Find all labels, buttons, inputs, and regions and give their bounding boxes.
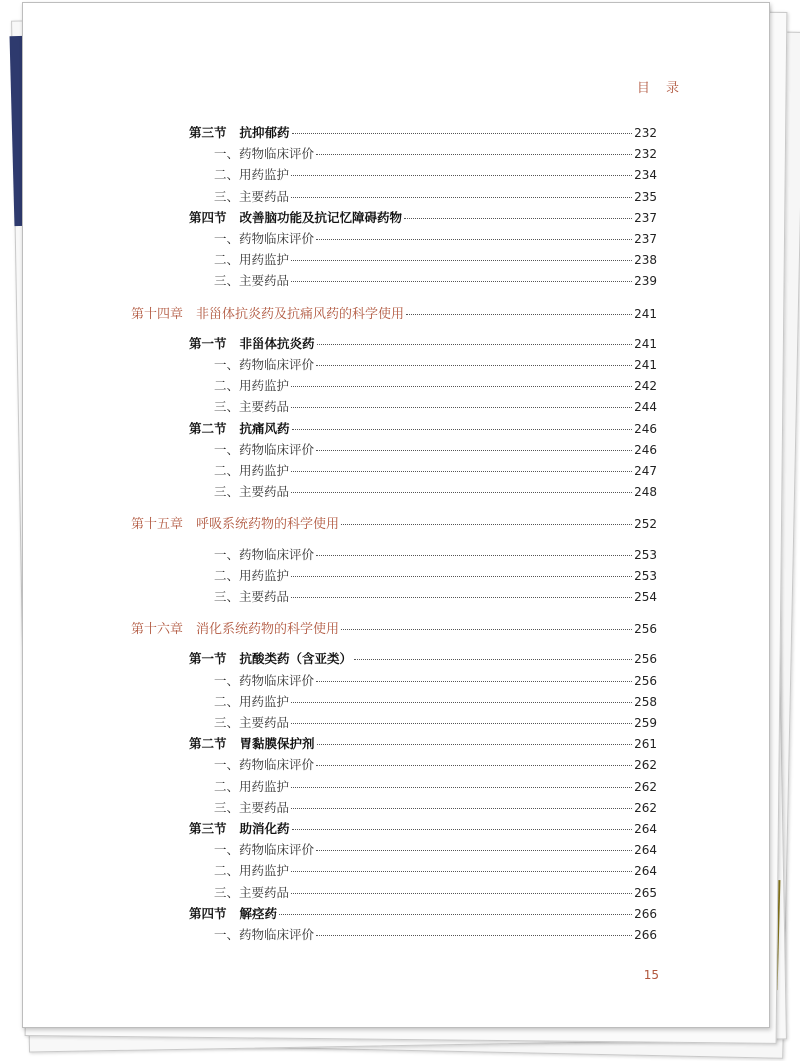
toc-entry-title: 一、药物临床评价 (214, 842, 315, 858)
toc-entry-title: 抗痛风药 (239, 420, 290, 436)
toc-entry-title: 一、药物临床评价 (214, 757, 315, 773)
toc-entry-page: 232 (634, 126, 657, 140)
dot-leader (291, 576, 632, 577)
toc-entry-page: 266 (634, 928, 657, 942)
toc-entry-page: 256 (634, 652, 657, 667)
toc-entry-item[interactable] (214, 587, 657, 608)
dot-leader (317, 344, 633, 345)
dot-leader (279, 914, 632, 915)
dot-leader (316, 681, 632, 682)
toc-entry-page: 252 (634, 517, 657, 532)
toc-entry-item[interactable] (214, 798, 657, 819)
toc-entry-page: 262 (634, 758, 657, 773)
toc-entry-page: 253 (634, 547, 657, 562)
dot-leader (291, 175, 632, 176)
dot-leader (291, 871, 632, 872)
toc-entry-page: 234 (634, 168, 657, 183)
toc-entry-label (214, 165, 289, 183)
toc-entry-label (189, 649, 352, 667)
toc-entry-title: 助消化药 (239, 821, 290, 836)
toc-entry-page: 246 (634, 421, 657, 436)
toc-entry-label (189, 208, 402, 226)
dot-leader (291, 787, 632, 788)
toc-entry-label (214, 798, 289, 816)
toc-entry-title: 一、药物临床评价 (214, 441, 315, 457)
toc-entry-title: 三、主要药品 (214, 399, 290, 415)
toc-entry-page: 265 (634, 885, 657, 900)
dot-leader (317, 744, 633, 745)
toc-entry-title: 三、主要药品 (214, 799, 290, 815)
toc-entry-section[interactable] (189, 123, 657, 144)
toc-entry-page: 264 (634, 864, 657, 879)
toc-entry-title: 一、药物临床评价 (214, 146, 315, 162)
toc-entry-page: 254 (634, 590, 657, 604)
toc-entry-item[interactable] (214, 271, 657, 292)
toc-entry-item[interactable] (214, 165, 657, 186)
toc-entry-page: 242 (634, 379, 657, 394)
toc-entry-number: 第十五章 (131, 517, 184, 533)
toc-entry-label (214, 671, 314, 689)
toc-entry-item[interactable] (214, 755, 657, 776)
dot-leader (316, 239, 632, 240)
dot-leader (291, 893, 632, 894)
toc-entry-title: 一、药物临床评价 (214, 927, 315, 942)
toc-entry-number: 第二节 (189, 420, 227, 436)
toc-entry-number: 第四节 (189, 209, 227, 225)
toc-entry-page: 237 (634, 210, 657, 225)
toc-entry-label (214, 545, 314, 563)
toc-entry-page: 244 (634, 400, 657, 415)
toc-entry-number: 第三节 (189, 125, 227, 140)
toc-entry-label (214, 250, 289, 268)
toc-entry-chapter[interactable] (131, 618, 657, 639)
toc-entry-page: 232 (634, 147, 657, 162)
toc-entry-label (214, 144, 314, 162)
toc-entry-item[interactable] (214, 566, 657, 587)
toc-entry-label (214, 925, 314, 943)
toc-entry-page: 259 (634, 716, 657, 730)
toc-entry-label (189, 334, 315, 352)
toc-entry-title: 胃黏膜保护剂 (239, 736, 315, 752)
toc-entry-label (214, 229, 314, 247)
toc-entry-label (214, 355, 314, 373)
toc-entry-label (214, 482, 289, 500)
toc-entry-label (189, 819, 290, 837)
toc-entry-page: 247 (634, 464, 657, 478)
toc-entry-title: 二、用药监护 (214, 252, 290, 268)
dot-leader (291, 471, 632, 472)
dot-leader (316, 765, 632, 766)
toc-entry-page: 261 (634, 737, 657, 752)
toc-entry-item[interactable] (214, 883, 657, 904)
dot-leader (291, 197, 632, 198)
dot-leader (291, 281, 632, 282)
dot-leader (292, 829, 633, 830)
toc-entry-title: 非甾体抗炎药 (239, 335, 315, 351)
dot-leader (291, 260, 632, 261)
toc-entry-item[interactable] (214, 440, 657, 461)
toc-entry-title: 一、药物临床评价 (214, 546, 315, 562)
toc-entry-label (214, 376, 289, 394)
toc-entry-title: 三、主要药品 (214, 715, 290, 730)
toc-entry-label (214, 440, 314, 458)
toc-entry-page: 239 (634, 274, 657, 289)
dot-leader (341, 524, 632, 525)
toc-entry-label (214, 777, 289, 795)
toc-entry-item[interactable] (214, 229, 657, 250)
toc-entry-page: 235 (634, 189, 657, 204)
page-number: 15 (643, 968, 659, 982)
toc-entry-section[interactable] (189, 649, 657, 670)
toc-entry-item[interactable] (214, 376, 657, 397)
table-of-contents (23, 3, 769, 1027)
dot-leader (406, 314, 632, 315)
dot-leader (316, 450, 632, 451)
toc-entry-item[interactable] (214, 840, 657, 861)
toc-entry-label (189, 904, 277, 922)
toc-entry-label (214, 861, 289, 879)
toc-entry-title: 一、药物临床评价 (214, 231, 315, 246)
toc-entry-number: 第十六章 (131, 622, 184, 638)
toc-entry-label (214, 713, 289, 731)
toc-entry-chapter[interactable] (131, 303, 657, 324)
toc-entry-chapter[interactable] (131, 513, 657, 534)
toc-entry-label (214, 271, 289, 289)
toc-entry-page: 253 (634, 568, 657, 583)
toc-entry-page: 258 (634, 694, 657, 709)
dot-leader (341, 629, 632, 630)
toc-entry-page: 246 (634, 442, 657, 457)
dot-leader (354, 659, 632, 660)
toc-entry-title: 一、药物临床评价 (214, 357, 315, 372)
toc-entry-number: 第三节 (189, 821, 227, 836)
toc-entry-title: 二、用药监护 (214, 567, 290, 583)
toc-entry-label (214, 883, 289, 901)
toc-entry-item[interactable] (214, 777, 657, 798)
dot-leader (291, 808, 632, 809)
toc-entry-section[interactable] (189, 419, 657, 440)
dot-leader (291, 723, 632, 724)
toc-entry-page: 266 (634, 906, 657, 921)
toc-entry-label (131, 618, 339, 637)
toc-entry-label (214, 461, 289, 479)
toc-entry-section[interactable] (189, 334, 657, 355)
toc-entry-title: 三、主要药品 (214, 188, 290, 204)
toc-entry-item[interactable] (214, 250, 657, 271)
toc-entry-section[interactable] (189, 734, 657, 755)
toc-entry-page: 237 (634, 232, 657, 246)
dot-leader (316, 850, 632, 851)
toc-entry-page: 241 (634, 336, 657, 351)
dot-leader (316, 154, 632, 155)
dot-leader (316, 555, 632, 556)
toc-entry-title: 三、主要药品 (214, 273, 290, 289)
toc-entry-label (131, 303, 404, 322)
toc-entry-label (189, 734, 315, 752)
dot-leader (291, 407, 632, 408)
toc-entry-label (214, 566, 289, 584)
toc-entry-item[interactable] (214, 545, 657, 566)
toc-entry-item[interactable] (214, 144, 657, 165)
toc-entry-title: 二、用药监护 (214, 863, 290, 879)
toc-entry-title: 抗酸类药（含亚类） (239, 651, 353, 667)
toc-entry-title: 消化系统药物的科学使用 (196, 622, 340, 638)
dot-leader (316, 365, 632, 366)
toc-entry-title: 二、用药监护 (214, 778, 290, 794)
toc-entry-title: 二、用药监护 (214, 378, 290, 394)
toc-entry-item[interactable] (214, 397, 657, 418)
toc-entry-label (189, 123, 290, 141)
toc-entry-page: 262 (634, 800, 657, 815)
toc-entry-title: 三、主要药品 (214, 484, 290, 500)
toc-entry-title: 二、用药监护 (214, 463, 290, 478)
toc-entry-item[interactable] (214, 925, 657, 946)
toc-entry-label (214, 692, 289, 710)
toc-entry-title: 抗抑郁药 (239, 125, 290, 140)
toc-entry-page: 241 (634, 358, 657, 372)
toc-entry-page: 256 (634, 673, 657, 688)
toc-entry-title: 非甾体抗炎药及抗痛风药的科学使用 (196, 306, 405, 322)
toc-entry-item[interactable] (214, 671, 657, 692)
dot-leader (292, 429, 633, 430)
dot-leader (291, 492, 632, 493)
toc-entry-item[interactable] (214, 713, 657, 734)
dot-leader (291, 597, 632, 598)
toc-entry-label (131, 513, 339, 532)
toc-entry-title: 二、用药监护 (214, 693, 290, 709)
dot-leader (291, 386, 632, 387)
toc-page (22, 2, 770, 1028)
toc-entry-item[interactable] (214, 861, 657, 882)
toc-entry-item[interactable] (214, 482, 657, 503)
toc-entry-label (214, 187, 289, 205)
toc-entry-title: 一、药物临床评价 (214, 672, 315, 688)
toc-entry-number: 第十四章 (131, 306, 184, 322)
toc-entry-title: 改善脑功能及抗记忆障碍药物 (239, 209, 403, 225)
toc-entry-page: 264 (634, 843, 657, 858)
dot-leader (292, 133, 633, 134)
toc-entry-page: 264 (634, 822, 657, 836)
toc-entry-title: 二、用药监护 (214, 167, 290, 183)
dot-leader (316, 935, 632, 936)
dot-leader (404, 218, 632, 219)
toc-entry-number: 第二节 (189, 736, 227, 752)
toc-entry-label (214, 840, 314, 858)
toc-entry-section[interactable] (189, 208, 657, 229)
toc-entry-title: 三、主要药品 (214, 884, 290, 900)
running-head: 目 录 (636, 81, 685, 96)
toc-entry-item[interactable] (214, 692, 657, 713)
toc-entry-label (214, 755, 314, 773)
toc-entry-page: 256 (634, 622, 657, 637)
toc-entry-title: 呼吸系统药物的科学使用 (196, 517, 340, 533)
toc-entry-item[interactable] (214, 355, 657, 376)
toc-entry-section[interactable] (189, 904, 657, 925)
toc-entry-label (214, 587, 289, 605)
toc-entry-section[interactable] (189, 819, 657, 840)
toc-entry-number: 第一节 (189, 335, 227, 351)
toc-entry-title: 解痉药 (239, 905, 278, 921)
toc-entry-number: 第四节 (189, 905, 227, 921)
toc-entry-label (189, 419, 290, 437)
toc-entry-page: 248 (634, 485, 657, 500)
toc-entry-page: 238 (634, 253, 657, 268)
toc-entry-item[interactable] (214, 461, 657, 482)
toc-entry-title: 三、主要药品 (214, 589, 290, 604)
dot-leader (291, 702, 632, 703)
toc-entry-number: 第一节 (189, 651, 227, 667)
toc-entry-label (214, 397, 289, 415)
toc-entry-page: 262 (634, 779, 657, 794)
toc-entry-page: 241 (634, 306, 657, 321)
toc-entry-item[interactable] (214, 187, 657, 208)
